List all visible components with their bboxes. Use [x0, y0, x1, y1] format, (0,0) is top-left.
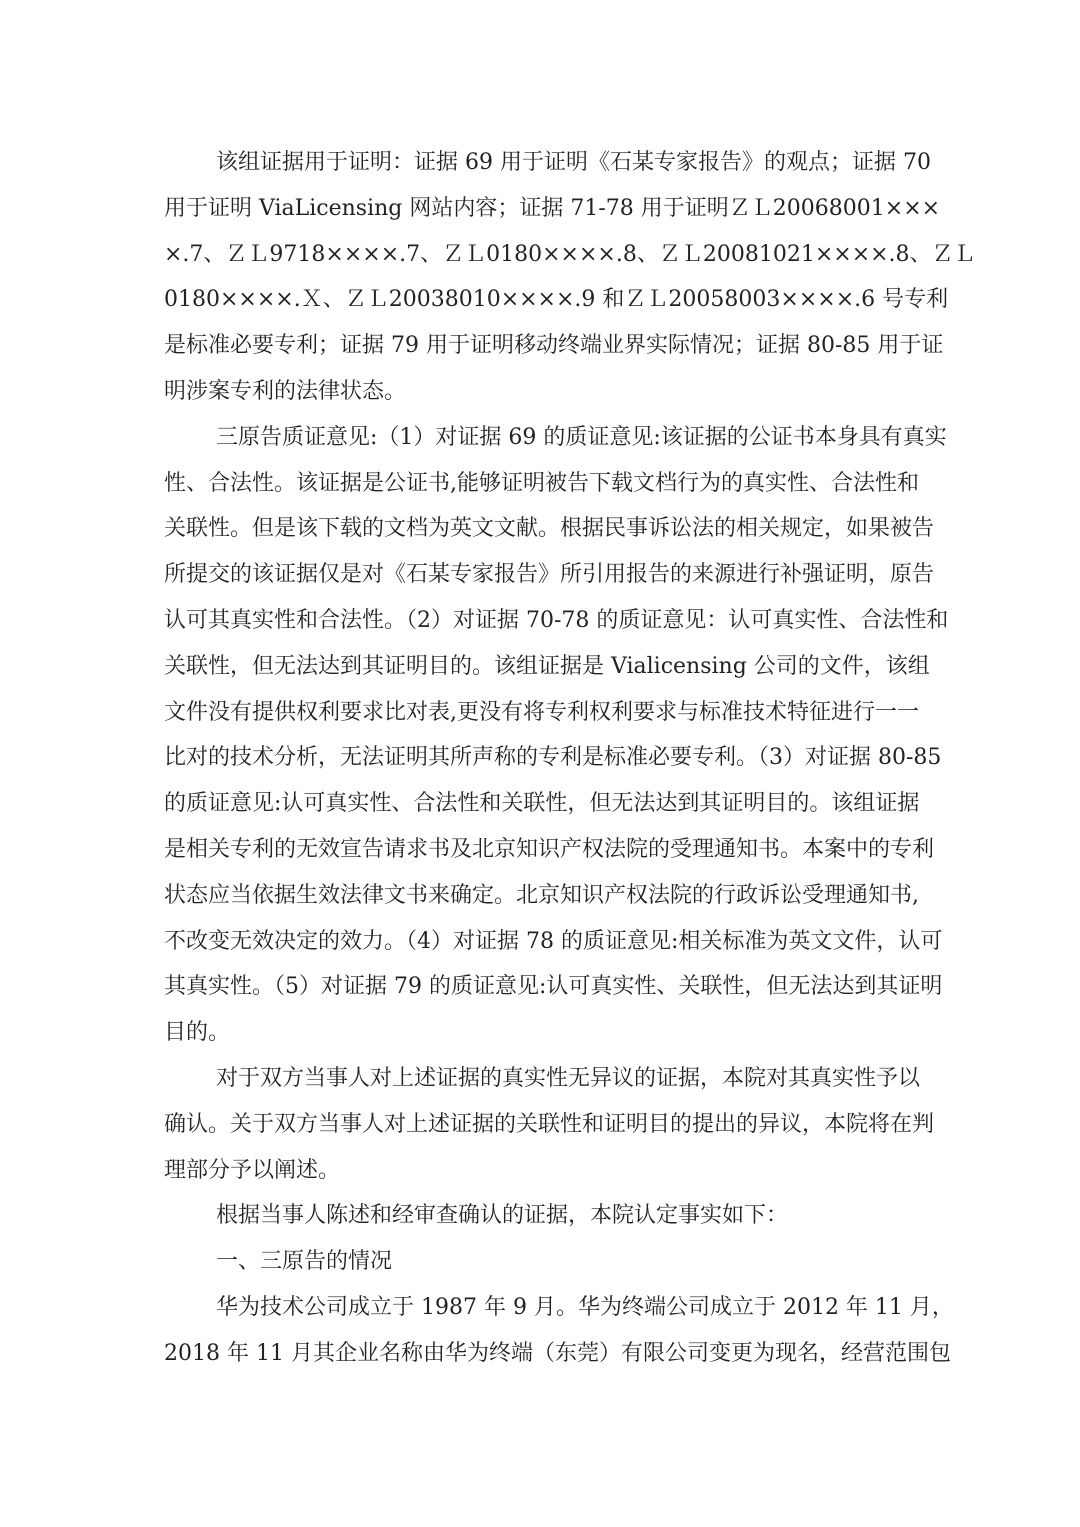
- text-line: 的质证意见:认可真实性、合法性和关联性，但无法达到其证明目的。该组证据: [164, 791, 920, 817]
- text-line: 关联性，但无法达到其证明目的。该组证据是 Vialicensing 公司的文件，该组: [164, 653, 930, 679]
- text-line: 确认。关于双方当事人对上述证据的关联性和证明目的提出的异议，本院将在判: [164, 1111, 935, 1137]
- text-line: 根据当事人陈述和经审查确认的证据，本院认定事实如下：: [216, 1203, 789, 1229]
- document-body: [164, 140, 976, 1377]
- text-line: 文件没有提供权利要求比对表,更没有将专利权利要求与标准技术特征进行一一: [164, 699, 919, 725]
- text-line: 0180××××.Ｘ、ＺＬ20038010××××.9 和ＺＬ20058003××××.6 号专利: [164, 287, 949, 313]
- paragraph-facts-intro: [164, 1193, 916, 1239]
- text-line: 认可其真实性和合法性。（2）对证据 70-78 的质证意见：认可真实性、合法性和: [164, 607, 949, 633]
- text-line: 不改变无效决定的效力。（4）对证据 78 的质证意见:相关标准为英文文件，认可: [164, 928, 943, 954]
- text-line: 所提交的该证据仅是对《石某专家报告》所引用报告的来源进行补强证明，原告: [164, 562, 935, 588]
- paragraph-plaintiff-cross-examination: [164, 415, 949, 1056]
- text-line: 三原告质证意见:（1）对证据 69 的质证意见:该证据的公证书本身具有真实: [216, 424, 947, 450]
- text-line: 是标准必要专利；证据 79 用于证明移动终端业界实际情况；证据 80-85 用于证: [164, 333, 944, 359]
- text-line: 比对的技术分析，无法证明其所声称的专利是标准必要专利。（3）对证据 80-85: [164, 745, 942, 771]
- text-line: 明涉案专利的法律状态。: [164, 378, 407, 404]
- paragraph-huawei-info: [164, 1285, 954, 1377]
- text-line: 对于双方当事人对上述证据的真实性无异议的证据，本院对其真实性予以: [216, 1065, 921, 1091]
- text-line: 性、合法性。该证据是公证书,能够证明被告下载文档行为的真实性、合法性和: [164, 470, 919, 496]
- text-line: 用于证明 ViaLicensing 网站内容；证据 71-78 用于证明ＺＬ20068001×××: [164, 195, 941, 221]
- text-line: 该组证据用于证明：证据 69 用于证明《石某专家报告》的观点；证据 70: [216, 150, 931, 175]
- text-line: 关联性。但是该下载的文档为英文文献。根据民事诉讼法的相关规定，如果被告: [164, 516, 935, 542]
- text-line: 2018 年 11 月其企业名称由华为终端（东莞）有限公司变更为现名，经营范围包: [164, 1340, 951, 1366]
- section-heading-plaintiffs: [164, 1239, 916, 1285]
- text-line: ×.7、ＺＬ9718××××.7、ＺＬ0180××××.8、ＺＬ20081021××××.8、ＺＬ: [164, 241, 976, 267]
- text-line: 其真实性。（5）对证据 79 的质证意见:认可真实性、关联性，但无法达到其证明: [164, 974, 943, 1000]
- text-line: 一、三原告的情况: [216, 1249, 393, 1275]
- paragraph-court-confirmation: [164, 1056, 935, 1193]
- text-line: 华为技术公司成立于 1987 年 9 月。华为终端公司成立于 2012 年 11 月，: [216, 1294, 954, 1320]
- text-line: 状态应当依据生效法律文书来确定。北京知识产权法院的行政诉讼受理通知书,: [164, 882, 919, 908]
- text-line: 理部分予以阐述。: [164, 1157, 341, 1183]
- text-line: 目的。: [164, 1020, 231, 1046]
- text-line: 是相关专利的无效宣告请求书及北京知识产权法院的受理通知书。本案中的专利: [164, 836, 935, 862]
- paragraph-evidence-purpose: [164, 140, 976, 415]
